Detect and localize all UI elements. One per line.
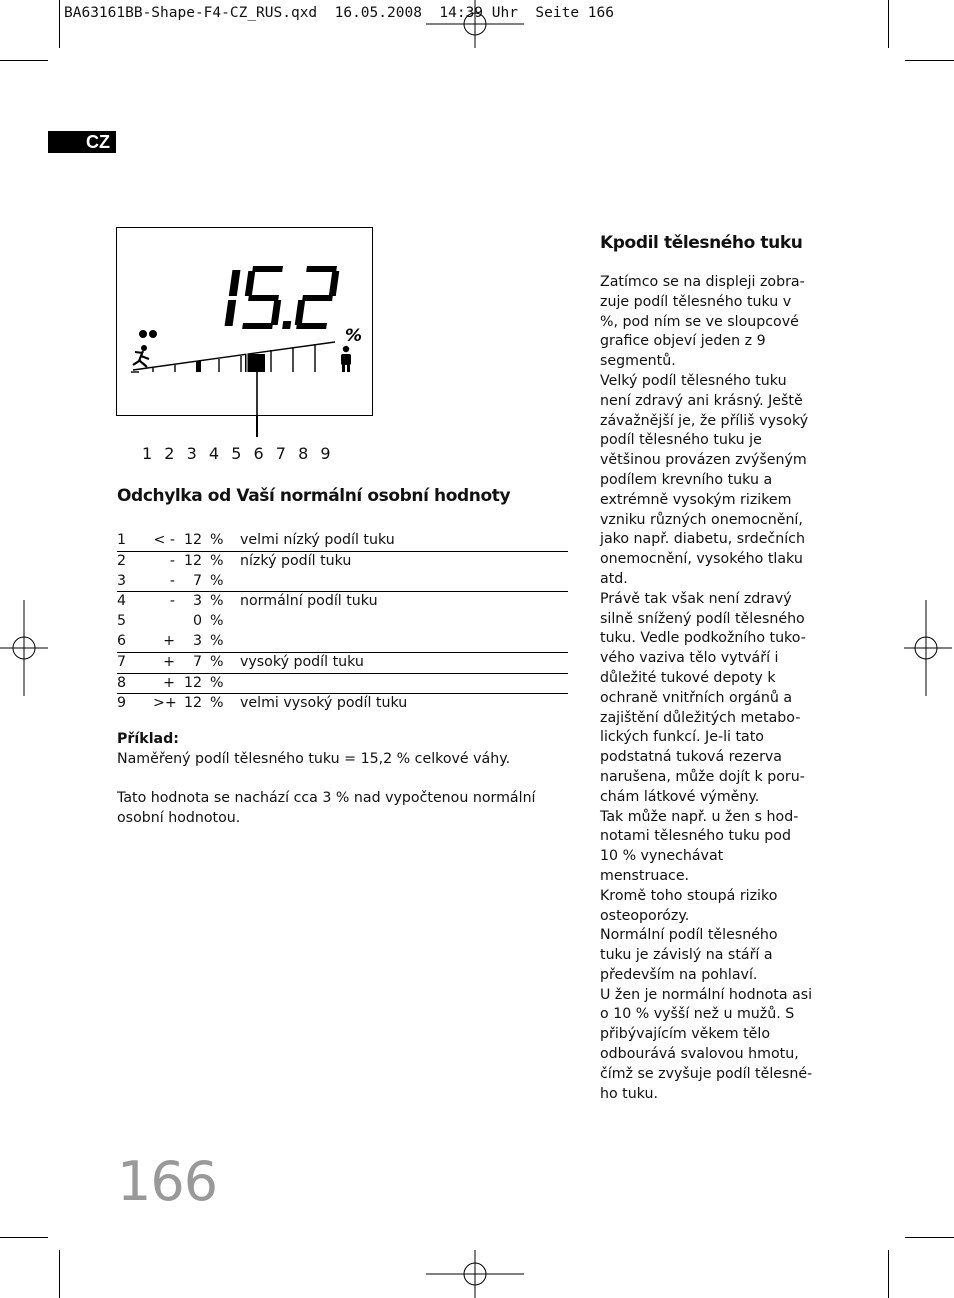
- segment-number: 5: [231, 444, 242, 463]
- body-text-line: zajištění důležitých metabo-: [600, 709, 801, 726]
- row-unit: %: [210, 674, 224, 691]
- row-number: 1: [117, 532, 127, 548]
- body-text-line: přibývajícím věkem tělo: [600, 1026, 771, 1043]
- body-text-line: U žen je normální hodnota asi: [600, 986, 813, 1003]
- lcd-percent: %: [345, 326, 363, 346]
- row-label: normální podíl tuku: [240, 593, 378, 610]
- body-text-line: jako např. diabetu, srdečních: [600, 531, 805, 548]
- body-text-line: většinou provázen zvýšeným: [600, 452, 807, 469]
- body-text-line: osteoporózy.: [600, 907, 690, 924]
- table-row: [117, 674, 568, 695]
- body-text-line: Velký podíl tělesného tuku: [600, 372, 787, 389]
- segment-bar-graph: [131, 342, 335, 372]
- body-text-line: tuku. Vedle podkožního tuko-: [600, 630, 806, 647]
- example-explanation-line: Tato hodnota se nachází cca 3 % nad vypočtenou normální: [117, 790, 536, 807]
- row-unit: %: [210, 593, 224, 610]
- row-label: velmi nízký podíl tuku: [240, 532, 395, 548]
- running-person-icon: [133, 330, 157, 367]
- body-text-line: ho tuku.: [600, 1085, 659, 1102]
- example-explanation-line: osobní hodnotou.: [117, 810, 241, 827]
- deviation-table: [117, 531, 568, 714]
- segment-number: 6: [253, 444, 264, 463]
- row-number: 3: [117, 572, 127, 589]
- example-label: Příklad:: [117, 731, 179, 747]
- row-unit: %: [210, 572, 224, 589]
- row-number: 6: [117, 632, 127, 649]
- row-value: 12: [183, 695, 202, 712]
- row-number: 4: [117, 593, 127, 610]
- registration-mark-right: [904, 600, 952, 696]
- table-row: [117, 653, 568, 674]
- row-sign: +: [163, 632, 175, 649]
- registration-mark-left: [0, 600, 48, 696]
- example-block: [117, 730, 567, 829]
- body-text-line: Zatímco se na displeji zobra-: [600, 274, 805, 290]
- body-text-line: důležité tukové depoty k: [600, 669, 776, 686]
- segment-number: 4: [208, 444, 220, 463]
- body-text-line: zuje podíl tělesného tuku v: [600, 293, 792, 310]
- body-text-line: %, pod ním se ve sloupcové: [600, 313, 799, 330]
- row-sign: -: [169, 572, 175, 589]
- body-text-line: Kromě toho stoupá riziko: [600, 887, 778, 904]
- lcd-graphic: [117, 228, 372, 415]
- table-row: [117, 592, 568, 612]
- row-label: vysoký podíl tuku: [240, 653, 364, 670]
- row-unit: %: [210, 532, 224, 548]
- lcd-digits: [224, 266, 340, 329]
- row-number: 8: [117, 674, 127, 691]
- example-measurement: Naměřený podíl tělesného tuku = 15,2 % celkové váhy.: [117, 750, 511, 767]
- body-text-line: o 10 % vyšší než u mužů. S: [600, 1006, 795, 1023]
- body-text-line: 10 % vynechávat menstruace.: [600, 848, 724, 884]
- row-number: 9: [117, 695, 127, 712]
- registration-mark-bottom: [426, 1250, 524, 1298]
- segment-number: 7: [275, 444, 286, 463]
- segment-number: 2: [164, 444, 175, 463]
- row-unit: %: [210, 695, 224, 712]
- body-text-line: podílem krevního tuku a: [600, 471, 773, 488]
- row-unit: %: [210, 613, 224, 630]
- language-tab: CZ: [48, 131, 116, 153]
- body-text-line: Právě tak však není zdravý: [600, 590, 792, 607]
- table-row: [117, 531, 568, 552]
- row-value: 12: [183, 552, 202, 569]
- row-label: velmi vysoký podíl tuku: [240, 695, 408, 712]
- segment-number: 9: [320, 444, 331, 463]
- table-row: [117, 694, 568, 714]
- table-row: [117, 572, 568, 593]
- file-slug: BA63161BB-Shape-F4-CZ_RUS.qxd 16.05.2008 14:39 Uhr Seite 166: [64, 5, 614, 21]
- body-text-line: ochraně vnitřních orgánů a: [600, 689, 793, 706]
- body-text-line: čímž se zvyšuje podíl tělesné-: [600, 1065, 813, 1082]
- registration-mark-top: [426, 0, 524, 48]
- segment-number: 3: [186, 444, 197, 463]
- body-text-line: vého vaziva tělo vytváří i: [600, 650, 779, 667]
- segment-number: 8: [298, 444, 309, 463]
- row-value: 12: [183, 532, 202, 548]
- row-value: 0: [192, 613, 202, 630]
- table-row: [117, 612, 568, 632]
- active-segment: [245, 354, 265, 372]
- body-text-line: extrémně vysokým rizikem: [600, 491, 792, 508]
- table-row: [117, 632, 568, 653]
- segment-numbers: [142, 444, 343, 463]
- row-sign: +: [163, 653, 175, 670]
- body-text-line: onemocnění, vysokého tlaku: [600, 551, 803, 568]
- row-sign: -: [169, 552, 175, 569]
- body-text-line: odbourává svalovou hmotu,: [600, 1046, 799, 1063]
- row-value: 7: [192, 653, 202, 670]
- table-row: [117, 552, 568, 572]
- segment-pointer-extension: [256, 415, 258, 437]
- body-text-line: silně snížený podíl tělesného: [600, 610, 805, 627]
- row-unit: %: [210, 632, 224, 649]
- body-text-line: grafice objeví jeden z 9: [600, 333, 766, 350]
- row-sign: >+: [153, 695, 177, 712]
- scale-display: [116, 227, 373, 416]
- body-fat-heading: Kpodil tělesného tuku: [600, 233, 803, 253]
- row-value: 3: [192, 593, 202, 610]
- row-unit: %: [210, 552, 224, 569]
- body-text-line: lických funkcí. Je-li tato: [600, 729, 764, 746]
- body-text-line: vzniku různých onemocnění,: [600, 511, 803, 528]
- row-number: 7: [117, 653, 127, 670]
- row-value: 3: [192, 632, 202, 649]
- body-text-line: Tak může např. u žen s hod-: [600, 808, 799, 825]
- body-text-line: není zdravý ani krásný. Ještě: [600, 392, 803, 409]
- body-text-line: chám látkové výměny.: [600, 788, 760, 805]
- body-text-line: závažnější je, že příliš vysoký: [600, 412, 809, 429]
- body-text-line: Normální podíl tělesného: [600, 927, 778, 944]
- row-number: 2: [117, 552, 127, 569]
- body-text-line: především na pohlaví.: [600, 966, 758, 983]
- body-text-line: podíl tělesného tuku je: [600, 432, 762, 449]
- row-number: 5: [117, 613, 127, 630]
- body-fat-text: [600, 273, 815, 1104]
- row-value: 7: [192, 572, 202, 589]
- page-number: 166: [117, 1150, 218, 1213]
- row-label: nízký podíl tuku: [240, 552, 352, 569]
- body-text-line: atd.: [600, 570, 628, 587]
- body-text-line: tuku je závislý na stáří a: [600, 947, 773, 964]
- body-text-line: narušena, může dojít k poru-: [600, 768, 805, 785]
- row-sign: -: [169, 593, 175, 610]
- body-text-line: notami tělesného tuku pod: [600, 828, 791, 845]
- row-unit: %: [210, 653, 224, 670]
- row-value: 12: [183, 674, 202, 691]
- deviation-heading: Odchylka od Vaší normální osobní hodnoty: [117, 486, 511, 506]
- segment-number: 1: [142, 444, 153, 463]
- row-sign: < -: [153, 532, 175, 548]
- row-sign: +: [163, 674, 175, 691]
- body-text-line: podstatná tuková rezerva: [600, 749, 782, 766]
- body-text-line: segmentů.: [600, 353, 676, 370]
- standing-person-icon: [341, 346, 351, 372]
